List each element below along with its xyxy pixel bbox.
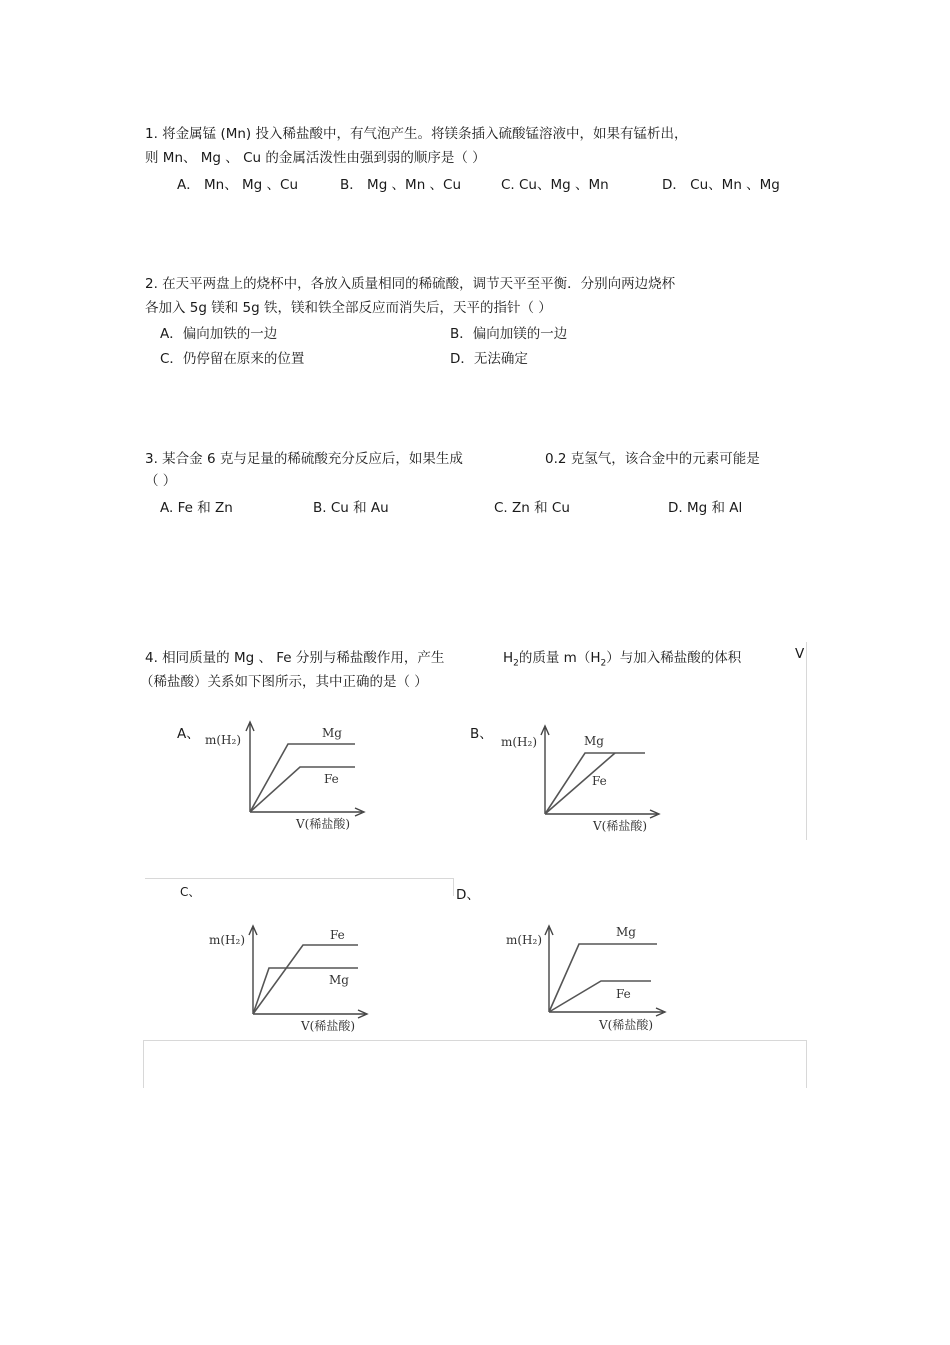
- graph-b: [497, 720, 677, 844]
- q4-line2: （稀盐酸）关系如下图所示，其中正确的是（ ）: [140, 674, 428, 690]
- q2-line2: 各加入 5g 镁和 5g 铁，镁和铁全部反应而消失后，天平的指针（ ）: [145, 300, 552, 316]
- q4-line1-part4: ）与加入稀盐酸的体积: [606, 650, 742, 666]
- q3-option-b: B. Cu 和 Au: [313, 500, 389, 516]
- q1-option-c: C. Cu、Mg 、Mn: [501, 177, 609, 193]
- graph-a-y-label: m(H₂): [205, 733, 242, 747]
- q1-line1: 1. 将金属锰 (Mn) 投入稀盐酸中，有气泡产生。将镁条插入硫酸锰溶液中，如果有锰析出，: [145, 126, 688, 142]
- q4-line1-h2: [503, 646, 741, 669]
- graph-b-label: B、: [470, 726, 493, 742]
- graph-a-curve-fe: [250, 767, 355, 812]
- q4-line1-v: V: [795, 646, 805, 662]
- graph-d: [503, 920, 683, 1044]
- q3-line1b: 0.2 克氢气，该合金中的元素可能是: [545, 451, 760, 467]
- q1-option-b: B． Mg 、Mn 、Cu: [340, 177, 462, 193]
- q2-option-c: C．仍停留在原来的位置: [160, 351, 305, 367]
- graph-b-bottom-label: Fe: [592, 774, 607, 788]
- graph-c-label: C、: [180, 885, 201, 899]
- q1-option-d: D． Cu、Mn 、Mg: [662, 177, 780, 193]
- graph-d-top-label: Mg: [616, 925, 636, 939]
- q3-option-c: C. Zn 和 Cu: [494, 500, 570, 516]
- graph-a-top-label: Mg: [322, 726, 342, 740]
- graph-d-bottom-label: Fe: [616, 987, 631, 1001]
- frame-line-mid: [145, 878, 453, 879]
- q3-option-a: A. Fe 和 Zn: [160, 500, 233, 516]
- q3-option-d: D. Mg 和 Al: [668, 500, 743, 516]
- q1-option-a: A． Mn、 Mg 、Cu: [177, 177, 299, 193]
- q4-h2-subscript: 2: [600, 658, 607, 669]
- q4-h-symbol: H: [503, 650, 514, 666]
- frame-line-mid-vert: [453, 878, 454, 896]
- q2-option-d: D．无法确定: [450, 351, 528, 367]
- graph-c-y-label: m(H₂): [209, 933, 246, 947]
- graph-c-x-label: V(稀盐酸): [301, 1019, 356, 1033]
- q4-line1-part1: 4. 相同质量的 Mg 、 Fe 分别与稀盐酸作用，产生: [145, 650, 445, 666]
- graph-d-y-label: m(H₂): [506, 933, 543, 947]
- q2-option-a: A．偏向加铁的一边: [160, 326, 278, 342]
- graph-a-bottom-label: Fe: [324, 772, 339, 786]
- q3-line2: （ ）: [145, 473, 177, 489]
- graph-a-x-label: V(稀盐酸): [296, 817, 351, 831]
- frame-line-bottom-left: [143, 1040, 144, 1088]
- q4-h-subscript: 2: [513, 658, 519, 669]
- graph-b-y-label: m(H₂): [501, 735, 538, 749]
- frame-line-right-top: [806, 642, 807, 840]
- graph-a-curve-mg: [250, 744, 355, 812]
- graph-b-x-label: V(稀盐酸): [593, 819, 648, 833]
- graph-d-x-label: V(稀盐酸): [599, 1018, 654, 1032]
- graph-c: [205, 920, 385, 1044]
- q2-option-b: B．偏向加镁的一边: [450, 326, 568, 342]
- q3-line1a: 3. 某合金 6 克与足量的稀硫酸充分反应后，如果生成: [145, 451, 463, 467]
- q2-line1: 2. 在天平两盘上的烧杯中，各放入质量相同的稀硫酸，调节天平至平衡．分别向两边烧杯: [145, 276, 676, 292]
- graph-d-curve-fe: [549, 981, 651, 1012]
- graph-d-label: D、: [456, 887, 480, 903]
- graph-c-bottom-label: Mg: [329, 973, 349, 987]
- q4-line1-part3: 的质量 m（H: [518, 650, 601, 666]
- frame-line-bottom-right: [806, 1040, 807, 1088]
- graph-a-label: A、: [177, 726, 200, 742]
- graph-b-top-label: Mg: [584, 734, 604, 748]
- graph-a: [200, 716, 380, 840]
- graph-c-top-label: Fe: [330, 928, 345, 942]
- q1-line2: 则 Mn、 Mg 、 Cu 的金属活泼性由强到弱的顺序是（ ）: [145, 150, 486, 166]
